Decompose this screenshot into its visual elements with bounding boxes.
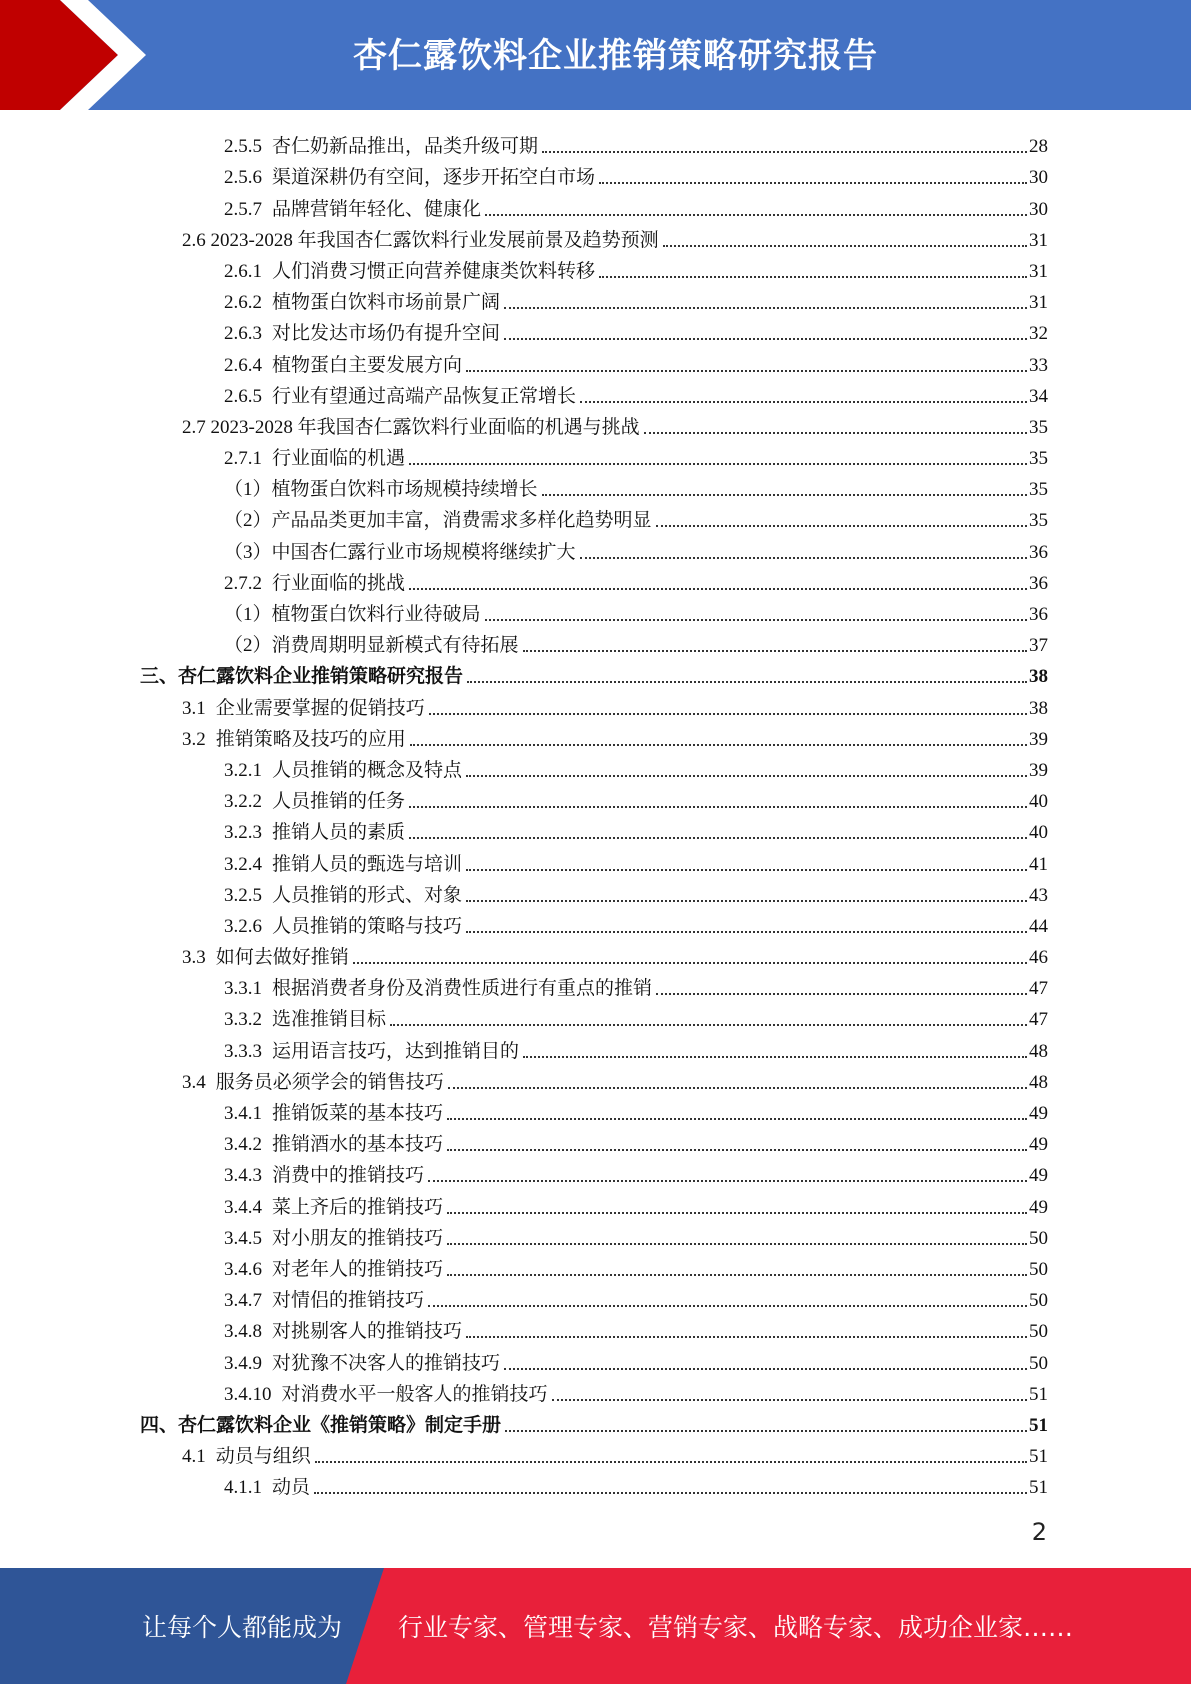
toc-entry-number: 2.5.5 xyxy=(224,136,262,158)
toc-entry-label xyxy=(182,724,406,751)
toc-entry-page: 49 xyxy=(1029,1103,1048,1124)
toc-entry[interactable] xyxy=(140,158,1048,189)
toc-entry-number: 3.3 xyxy=(182,947,206,969)
toc-entry-label xyxy=(224,131,538,158)
toc-entry-text: 对情侣的推销技巧 xyxy=(272,1290,425,1312)
toc-entry-number: 3.4.3 xyxy=(224,1165,262,1187)
toc-dot-leader xyxy=(447,1118,1027,1120)
toc-entry-label xyxy=(224,381,576,408)
toc-entry-number: 2.6.3 xyxy=(224,323,262,345)
toc-entry-page: 51 xyxy=(1029,1477,1048,1499)
toc-entry-label xyxy=(224,817,405,844)
toc-dot-leader xyxy=(663,245,1027,247)
toc-entry-text: 推销人员的素质 xyxy=(272,822,406,844)
toc-dot-leader xyxy=(429,713,1027,715)
toc-entry-label xyxy=(224,599,481,626)
toc-entry-text: 四、杏仁露饮料企业《推销策略》制定手册 xyxy=(140,1414,502,1436)
toc-entry-label xyxy=(224,1379,548,1406)
toc-entry[interactable] xyxy=(140,1125,1048,1156)
toc-entry-text: 消费中的推销技巧 xyxy=(272,1165,425,1187)
toc-entry-number: 4.1 xyxy=(182,1446,206,1468)
toc-entry-number: 2.7.1 xyxy=(224,448,262,470)
toc-entry-number: 4.1.1 xyxy=(224,1477,262,1499)
toc-entry-text: 推销酒水的基本技巧 xyxy=(272,1134,444,1156)
toc-entry-text: （2）产品品类更加丰富，消费需求多样化趋势明显 xyxy=(224,510,652,532)
toc-entry-page: 28 xyxy=(1029,136,1048,158)
toc-entry-page: 44 xyxy=(1029,915,1048,937)
toc-entry-label xyxy=(224,1285,424,1312)
toc-entry-label xyxy=(224,287,500,314)
toc-entry-label xyxy=(224,786,405,813)
toc-dot-leader xyxy=(644,432,1027,434)
toc-dot-leader xyxy=(428,1305,1027,1307)
toc-entry-label xyxy=(140,661,463,688)
toc-dot-leader xyxy=(467,681,1027,683)
toc-entry-text: 推销饭菜的基本技巧 xyxy=(272,1103,444,1124)
toc-entry-text: 植物蛋白主要发展方向 xyxy=(272,354,463,376)
toc-entry-text: 行业面临的挑战 xyxy=(272,572,406,594)
toc-entry-page: 31 xyxy=(1029,260,1048,282)
toc-entry-page: 36 xyxy=(1029,572,1048,594)
toc-entry-page: 35 xyxy=(1029,416,1048,438)
toc-entry-text: 人们消费习惯正向营养健康类饮料转移 xyxy=(272,260,596,282)
toc-entry-number: 2.6.2 xyxy=(224,292,262,314)
toc-entry-label xyxy=(224,1472,310,1499)
toc-dot-leader xyxy=(428,1180,1027,1182)
toc-entry[interactable] xyxy=(140,1312,1048,1343)
toc-dot-leader xyxy=(466,370,1027,372)
toc-entry-page: 50 xyxy=(1029,1227,1048,1249)
toc-entry[interactable] xyxy=(140,1094,1048,1125)
toc-entry-number: 3.2.2 xyxy=(224,791,262,813)
toc-entry-text: （2）消费周期明显新模式有待拓展 xyxy=(224,635,519,657)
toc-entry-page: 50 xyxy=(1029,1321,1048,1343)
toc-entry[interactable] xyxy=(140,1000,1048,1031)
toc-entry-label xyxy=(224,1192,443,1219)
toc-entry-text: （1）植物蛋白饮料市场规模持续增长 xyxy=(224,479,538,501)
toc-entry-page: 31 xyxy=(1029,229,1048,251)
toc-entry-page: 49 xyxy=(1029,1196,1048,1218)
toc-entry-number: 3.4.1 xyxy=(224,1103,262,1124)
toc-entry-page: 32 xyxy=(1029,323,1048,345)
toc-entry-page: 48 xyxy=(1029,1071,1048,1093)
toc-entry-page: 51 xyxy=(1029,1383,1048,1405)
toc-entry-text: 对犹豫不决客人的推销技巧 xyxy=(272,1352,501,1374)
toc-entry-number: 3.2.5 xyxy=(224,884,262,906)
toc-entry[interactable] xyxy=(140,377,1048,408)
toc-entry-label xyxy=(224,880,462,907)
toc-entry-text: 人员推销的形式、对象 xyxy=(272,884,463,906)
toc-entry-label xyxy=(224,973,652,1000)
toc-entry-page: 39 xyxy=(1029,728,1048,750)
toc-entry-number: 3.2 xyxy=(182,728,206,750)
toc-entry-number: 3.4 xyxy=(182,1071,206,1093)
toc-dot-leader xyxy=(448,1087,1027,1089)
toc-entry-text: 行业有望通过高端产品恢复正常增长 xyxy=(272,385,577,407)
toc-entry-text: 根据消费者身份及消费性质进行有重点的推销 xyxy=(272,978,653,1000)
toc-entry[interactable] xyxy=(140,657,1048,688)
toc-entry[interactable] xyxy=(140,1031,1048,1062)
toc-dot-leader xyxy=(505,1430,1027,1432)
toc-entry-text: 推销人员的甄选与培训 xyxy=(272,853,463,875)
toc-entry-page: 30 xyxy=(1029,198,1048,220)
toc-entry-label xyxy=(224,350,462,377)
toc-entry-label xyxy=(224,194,481,221)
toc-dot-leader xyxy=(466,775,1027,777)
toc-entry-page: 49 xyxy=(1029,1134,1048,1156)
toc-dot-leader xyxy=(504,338,1027,340)
toc-entry-label xyxy=(224,1254,443,1281)
toc-dot-leader xyxy=(409,588,1027,590)
toc-entry-number: 3.4.8 xyxy=(224,1321,262,1343)
toc-dot-leader xyxy=(353,962,1027,964)
toc-entry[interactable] xyxy=(140,532,1048,563)
footer-slogan-right: 行业专家、管理专家、营销专家、战略专家、成功企业家…… xyxy=(398,1613,1074,1642)
toc-dot-leader xyxy=(523,650,1027,652)
toc-dot-leader xyxy=(390,1024,1027,1026)
toc-entry[interactable] xyxy=(140,221,1048,252)
toc-entry[interactable] xyxy=(140,314,1048,345)
toc-dot-leader xyxy=(580,557,1027,559)
toc-entry-page: 43 xyxy=(1029,884,1048,906)
toc-entry[interactable] xyxy=(140,751,1048,782)
toc-dot-leader xyxy=(542,151,1027,153)
toc-dot-leader xyxy=(599,276,1027,278)
toc-entry-text: 品牌营销年轻化、健康化 xyxy=(272,198,482,220)
toc-entry-label xyxy=(182,1441,311,1468)
toc-entry-text: 对比发达市场仍有提升空间 xyxy=(272,323,501,345)
toc-entry[interactable] xyxy=(140,1063,1048,1094)
toc-entry[interactable] xyxy=(140,408,1048,439)
toc-entry[interactable] xyxy=(140,626,1048,657)
toc-entry-page: 46 xyxy=(1029,947,1048,969)
toc-dot-leader xyxy=(409,806,1027,808)
toc-entry[interactable] xyxy=(140,345,1048,376)
toc-dot-leader xyxy=(580,401,1027,403)
toc-entry-number: 2.5.7 xyxy=(224,198,262,220)
toc-entry-text: 人员推销的概念及特点 xyxy=(272,759,463,781)
toc-entry-text: 选准推销目标 xyxy=(272,1009,387,1031)
toc-entry-page: 35 xyxy=(1029,448,1048,470)
toc-entry-label xyxy=(224,755,462,782)
toc-entry-page: 36 xyxy=(1029,604,1048,625)
toc-entry-page: 37 xyxy=(1029,635,1048,657)
toc-entry-page: 49 xyxy=(1029,1165,1048,1187)
toc-dot-leader xyxy=(542,494,1027,496)
toc-entry-number: 3.3.2 xyxy=(224,1009,262,1031)
toc-entry-page: 50 xyxy=(1029,1258,1048,1280)
toc-entry-text: 人员推销的任务 xyxy=(272,791,406,813)
toc-dot-leader xyxy=(410,744,1027,746)
toc-entry-label xyxy=(224,256,595,283)
toc-entry-page: 51 xyxy=(1029,1446,1048,1468)
toc-entry-page: 35 xyxy=(1029,479,1048,501)
toc-entry-page: 35 xyxy=(1029,510,1048,532)
toc-entry[interactable] xyxy=(140,688,1048,719)
toc-entry[interactable] xyxy=(140,189,1048,220)
toc-entry-label xyxy=(224,1129,443,1156)
toc-entry-label xyxy=(224,1223,443,1250)
toc-entry-label xyxy=(224,318,500,345)
toc-entry-text: 2.7 2023-2028 年我国杏仁露饮料行业面临的机遇与挑战 xyxy=(182,416,640,438)
toc-entry[interactable] xyxy=(140,1468,1048,1499)
toc-entry-page: 39 xyxy=(1029,759,1048,781)
toc-entry-label xyxy=(182,1067,444,1094)
toc-entry-number: 3.2.4 xyxy=(224,853,262,875)
toc-entry-label xyxy=(224,162,595,189)
page-footer xyxy=(0,1568,1191,1684)
toc-entry-number: 2.6.5 xyxy=(224,385,262,407)
toc-entry-text: 推销策略及技巧的应用 xyxy=(215,728,406,750)
toc-entry[interactable] xyxy=(140,969,1048,1000)
toc-entry-text: 服务员必须学会的销售技巧 xyxy=(215,1071,444,1093)
footer-slogan-left: 让每个人都能成为 xyxy=(142,1613,343,1642)
toc-entry[interactable] xyxy=(140,127,1048,158)
toc-entry[interactable] xyxy=(140,1437,1048,1468)
toc-entry-text: 对老年人的推销技巧 xyxy=(272,1258,444,1280)
toc-entry[interactable] xyxy=(140,1156,1048,1187)
toc-entry-text: 运用语言技巧，达到推销目的 xyxy=(272,1040,520,1062)
toc-entry-number: 3.4.2 xyxy=(224,1134,262,1156)
toc-entry-text: 如何去做好推销 xyxy=(215,947,349,969)
toc-entry-number: 3.4.6 xyxy=(224,1258,262,1280)
toc-entry-page: 30 xyxy=(1029,167,1048,189)
toc-entry[interactable] xyxy=(140,564,1048,595)
toc-entry-number: 3.2.6 xyxy=(224,915,262,937)
toc-entry-number: 2.6.1 xyxy=(224,260,262,282)
document-title: 杏仁露饮料企业推销策略研究报告 xyxy=(353,36,878,76)
toc-entry-text: 对小朋友的推销技巧 xyxy=(272,1227,444,1249)
page-header xyxy=(0,0,1191,110)
table-of-contents xyxy=(140,127,1048,1499)
toc-entry-page: 41 xyxy=(1029,853,1048,875)
toc-entry-label xyxy=(224,537,576,564)
toc-entry-text: 动员 xyxy=(272,1477,311,1499)
toc-entry[interactable] xyxy=(140,252,1048,283)
toc-entry-text: （3）中国杏仁露行业市场规模将继续扩大 xyxy=(224,541,576,563)
toc-dot-leader xyxy=(409,463,1027,465)
toc-dot-leader xyxy=(447,1212,1027,1214)
toc-dot-leader xyxy=(552,1399,1027,1401)
toc-entry-page: 50 xyxy=(1029,1290,1048,1312)
toc-dot-leader xyxy=(409,837,1027,839)
toc-dot-leader xyxy=(504,1368,1027,1370)
toc-entry[interactable] xyxy=(140,1375,1048,1406)
toc-entry[interactable] xyxy=(140,938,1048,969)
toc-entry-label xyxy=(224,1348,500,1375)
toc-entry-text: 对消费水平一般客人的推销技巧 xyxy=(281,1383,548,1405)
toc-entry-page: 50 xyxy=(1029,1352,1048,1374)
toc-entry[interactable] xyxy=(140,1343,1048,1374)
toc-dot-leader xyxy=(466,931,1027,933)
toc-entry-text: 动员与组织 xyxy=(215,1446,311,1468)
toc-dot-leader xyxy=(447,1274,1027,1276)
toc-dot-leader xyxy=(656,993,1027,995)
toc-entry-text: 三、杏仁露饮料企业推销策略研究报告 xyxy=(140,666,464,688)
toc-entry-page: 48 xyxy=(1029,1040,1048,1062)
toc-dot-leader xyxy=(447,1243,1027,1245)
toc-entry[interactable] xyxy=(140,439,1048,470)
toc-entry[interactable] xyxy=(140,813,1048,844)
toc-entry-label xyxy=(224,1316,462,1343)
toc-entry[interactable] xyxy=(140,501,1048,532)
toc-entry[interactable] xyxy=(140,470,1048,501)
toc-entry-label xyxy=(224,630,519,657)
toc-entry-number: 3.2.1 xyxy=(224,759,262,781)
toc-entry-number: 2.7.2 xyxy=(224,572,262,594)
toc-entry-label xyxy=(224,1160,424,1187)
toc-entry[interactable] xyxy=(140,844,1048,875)
toc-entry-page: 47 xyxy=(1029,978,1048,1000)
toc-entry-label xyxy=(224,1098,443,1125)
toc-entry-page: 40 xyxy=(1029,791,1048,813)
toc-entry-page: 47 xyxy=(1029,1009,1048,1031)
toc-entry-number: 3.3.1 xyxy=(224,978,262,1000)
toc-entry-text: 菜上齐后的推销技巧 xyxy=(272,1196,444,1218)
toc-entry-page: 33 xyxy=(1029,354,1048,376)
toc-entry[interactable] xyxy=(140,907,1048,938)
toc-entry[interactable] xyxy=(140,782,1048,813)
toc-dot-leader xyxy=(656,525,1027,527)
toc-entry-label xyxy=(224,474,538,501)
toc-entry-page: 38 xyxy=(1029,697,1048,719)
toc-dot-leader xyxy=(485,214,1027,216)
toc-entry[interactable] xyxy=(140,1250,1048,1281)
toc-entry-text: 企业需要掌握的促销技巧 xyxy=(215,697,425,719)
toc-entry-number: 3.4.5 xyxy=(224,1227,262,1249)
toc-entry-text: 渠道深耕仍有空间，逐步开拓空白市场 xyxy=(272,167,596,189)
toc-entry-label xyxy=(224,568,405,595)
toc-entry-label xyxy=(224,1036,519,1063)
toc-entry-text: 对挑剔客人的推销技巧 xyxy=(272,1321,463,1343)
toc-entry-page: 40 xyxy=(1029,822,1048,844)
toc-entry[interactable] xyxy=(140,1281,1048,1312)
toc-entry-number: 3.3.3 xyxy=(224,1040,262,1062)
toc-entry-number: 3.1 xyxy=(182,697,206,719)
toc-entry[interactable] xyxy=(140,1219,1048,1250)
toc-entry-page: 51 xyxy=(1029,1414,1048,1436)
toc-entry-number: 3.4.9 xyxy=(224,1352,262,1374)
toc-entry-label xyxy=(182,693,425,720)
toc-dot-leader xyxy=(523,1056,1027,1058)
toc-entry[interactable] xyxy=(140,1406,1048,1437)
toc-entry-page: 38 xyxy=(1029,666,1048,688)
toc-entry-label xyxy=(182,412,640,439)
toc-dot-leader xyxy=(504,307,1027,309)
toc-entry-number: 2.6.4 xyxy=(224,354,262,376)
toc-dot-leader xyxy=(466,900,1027,902)
toc-entry-text: 人员推销的策略与技巧 xyxy=(272,915,463,937)
toc-dot-leader xyxy=(447,1149,1027,1151)
toc-entry-page: 36 xyxy=(1029,541,1048,563)
toc-entry[interactable] xyxy=(140,1187,1048,1218)
page-number: 2 xyxy=(1031,1518,1047,1546)
toc-entry-label xyxy=(182,942,349,969)
toc-entry-text: 行业面临的机遇 xyxy=(272,448,406,470)
toc-entry-number: 3.4.4 xyxy=(224,1196,262,1218)
toc-dot-leader xyxy=(466,1336,1027,1338)
toc-entry-label xyxy=(224,1004,386,1031)
toc-entry-page: 34 xyxy=(1029,385,1048,407)
toc-entry[interactable] xyxy=(140,595,1048,626)
toc-entry-number: 3.2.3 xyxy=(224,822,262,844)
toc-entry-text: 2.6 2023-2028 年我国杏仁露饮料行业发展前景及趋势预测 xyxy=(182,229,659,251)
toc-entry-label xyxy=(224,443,405,470)
toc-dot-leader xyxy=(485,619,1027,621)
toc-dot-leader xyxy=(466,869,1027,871)
toc-entry[interactable] xyxy=(140,720,1048,751)
toc-entry-number: 3.4.10 xyxy=(224,1383,272,1405)
toc-entry-number: 2.5.6 xyxy=(224,167,262,189)
toc-entry-page: 31 xyxy=(1029,292,1048,314)
toc-entry[interactable] xyxy=(140,283,1048,314)
toc-entry-label xyxy=(224,849,462,876)
toc-dot-leader xyxy=(315,1461,1027,1463)
toc-entry-label xyxy=(224,505,652,532)
toc-entry-text: 杏仁奶新品推出，品类升级可期 xyxy=(272,136,539,158)
toc-entry-label xyxy=(182,225,659,252)
toc-entry-label xyxy=(140,1410,501,1437)
toc-entry-label xyxy=(224,911,462,938)
toc-entry[interactable] xyxy=(140,876,1048,907)
toc-entry-number: 3.4.7 xyxy=(224,1290,262,1312)
toc-dot-leader xyxy=(599,182,1027,184)
toc-dot-leader xyxy=(314,1492,1027,1494)
toc-entry-text: （1）植物蛋白饮料行业待破局 xyxy=(224,604,481,625)
toc-entry-text: 植物蛋白饮料市场前景广阔 xyxy=(272,292,501,314)
